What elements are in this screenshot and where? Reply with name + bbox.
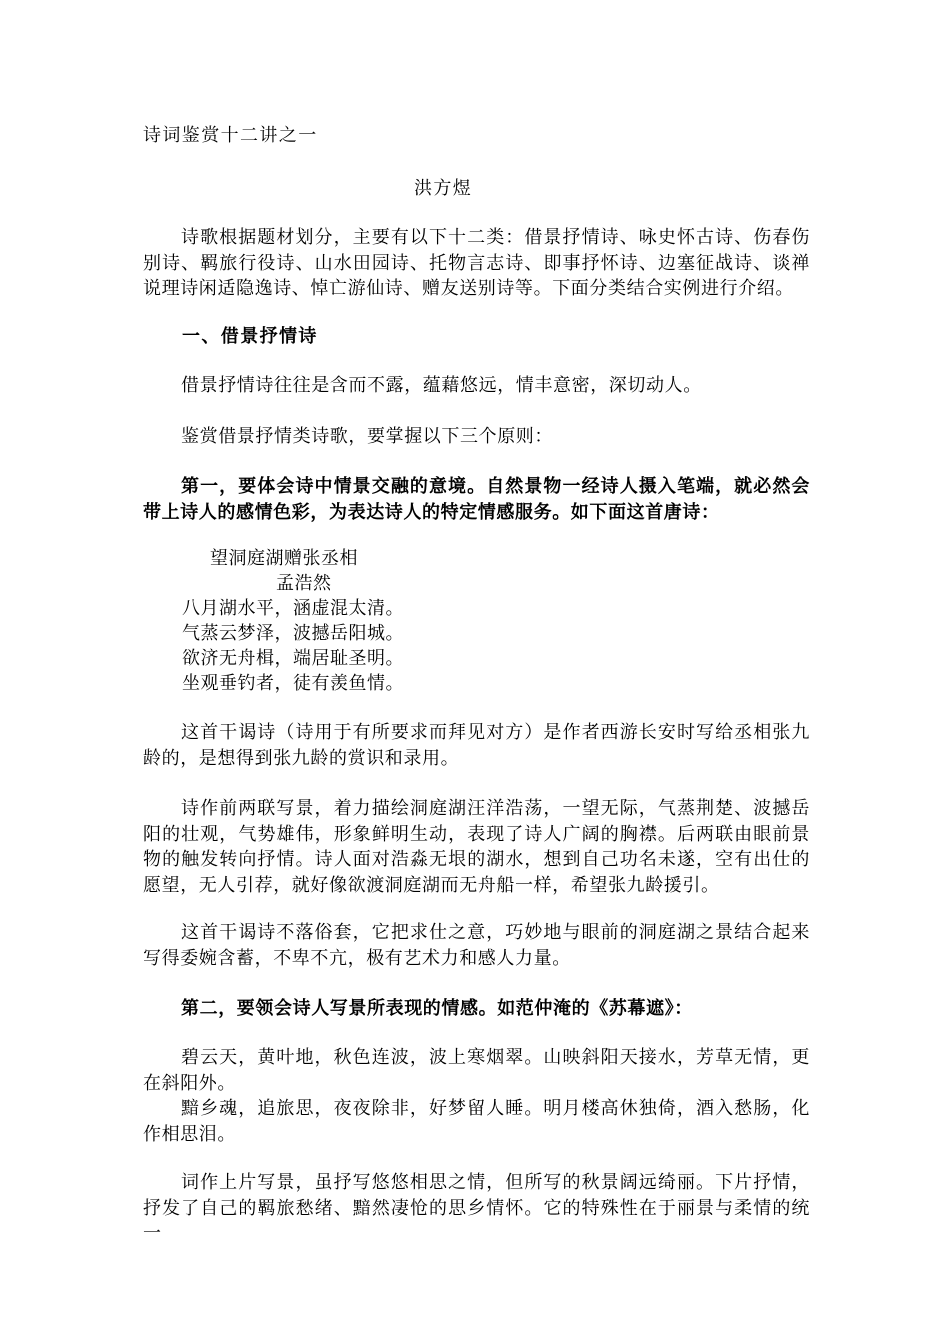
analysis-paragraph-2: 诗作前两联写景，着力描绘洞庭湖汪洋浩荡，一望无际，气蒸荆楚、波撼岳阳的壮观，气势雄伟，形象鲜明生动，表现了诗人广阔的胸襟。后两联由眼前景物的触发转向抒情。诗人面对浩淼无垠的湖水，想到自己功名未遂，空有出仕的愿望，无人引荐，就好像欲渡洞庭湖而无舟船一样，希望张九龄援引。 [143,798,810,896]
analysis-paragraph-4: 词作上片写景，虽抒写悠悠相思之情，但所写的秋景阔远绮丽。下片抒情，抒发了自己的羁旅愁绪、黯然凄怆的思乡情怀。它的特殊性在于丽景与柔情的统一 [143,1172,810,1244]
poem-line: 欲济无舟楫，端居耻圣明。 [182,648,404,669]
poem-line: 气蒸云梦泽，波撼岳阳城。 [182,623,404,644]
author-name: 洪方煜 [414,178,473,199]
section-heading: 一、借景抒情诗 [182,326,318,347]
poem-line: 坐观垂钓者，徒有羡鱼情。 [182,673,404,694]
analysis-paragraph-3: 这首干谒诗不落俗套，它把求仕之意，巧妙地与眼前的洞庭湖之景结合起来写得委婉含蓄，不卑不亢，极有艺术力和感人力量。 [143,922,810,969]
section-paragraph-1: 借景抒情诗往往是含而不露，蕴藉悠远，情丰意密，深切动人。 [181,375,702,396]
poem-line: 八月湖水平，涵虚混太清。 [182,598,404,619]
analysis-paragraph-1: 这首干谒诗（诗用于有所要求而拜见对方）是作者西游长安时写给丞相张九龄的，是想得到张九龄的赏识和录用。 [143,722,810,769]
ci-text-part-2: 黯乡魂，追旅思，夜夜除非，好梦留人睡。明月楼高休独倚，酒入愁肠，化作相思泪。 [143,1098,810,1145]
section-paragraph-2: 鉴赏借景抒情类诗歌，要掌握以下三个原则： [181,426,553,447]
principle-two: 第二，要领会诗人写景所表现的情感。如范仲淹的《苏幕遮》： [181,998,693,1019]
series-title: 诗词鉴赏十二讲之一 [143,125,318,146]
intro-paragraph: 诗歌根据题材划分，主要有以下十二类：借景抒情诗、咏史怀古诗、伤春伤别诗、羁旅行役诗、山水田园诗、托物言志诗、即事抒怀诗、边塞征战诗、谈禅说理诗闲适隐逸诗、悼亡游仙诗、赠友送别诗等。下面分类结合实例进行介绍。 [143,227,810,299]
poem-title: 望洞庭湖赠张丞相 [210,548,358,569]
ci-text-part-1: 碧云天，黄叶地，秋色连波，波上寒烟翠。山映斜阳天接水，芳草无情，更在斜阳外。 [143,1047,810,1094]
principle-one: 第一，要体会诗中情景交融的意境。自然景物一经诗人摄入笔端，就必然会带上诗人的感情色彩，为表达诗人的特定情感服务。如下面这首唐诗： [143,476,810,523]
poem-author: 孟浩然 [276,573,332,594]
